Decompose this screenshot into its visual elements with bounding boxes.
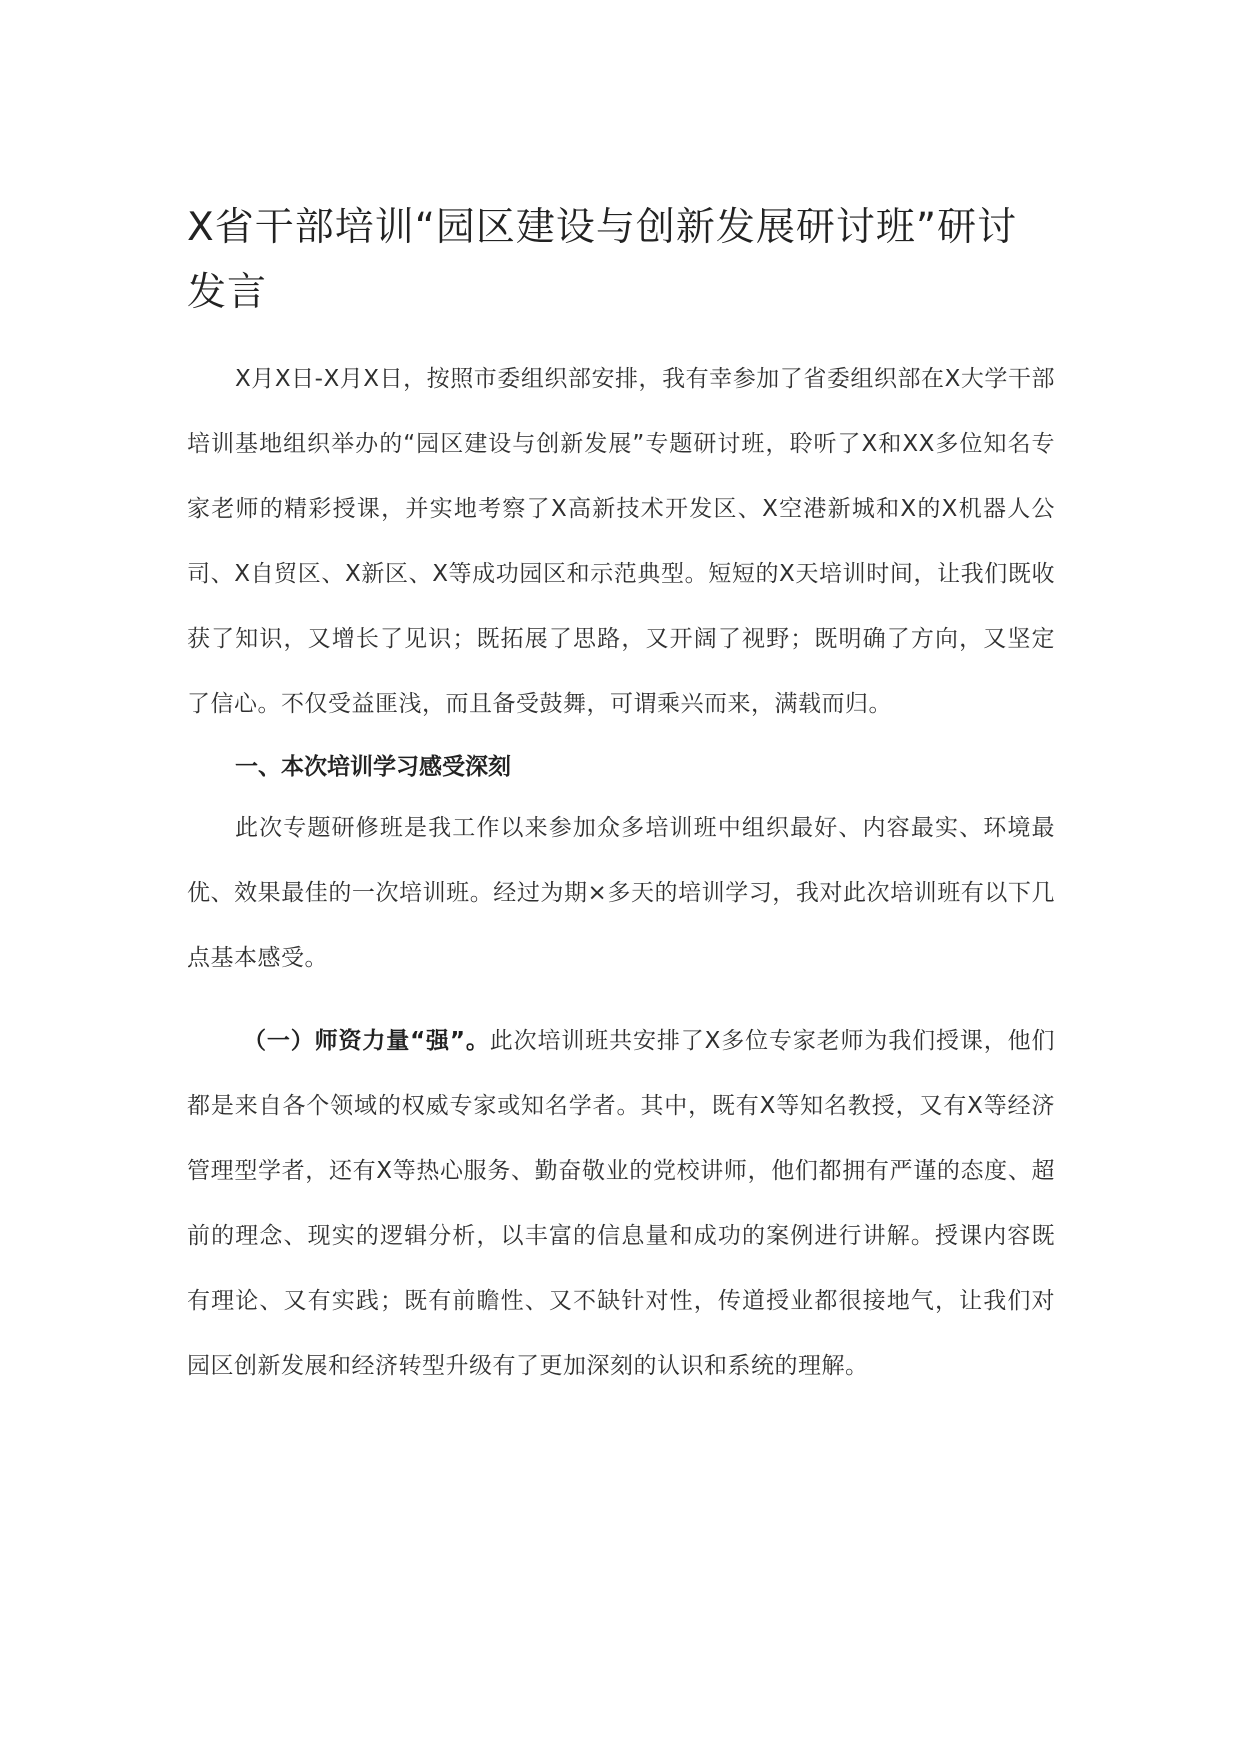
intro-paragraph: X月X日-X月X日，按照市委组织部安排，我有幸参加了省委组织部在X大学干部培训基地组织举办的“园区建设与创新发展”专题研讨班，聆听了X和XX多位知名专家老师的精彩授课，并实地考察了X高新技术开发区、X空港新城和X的X机器人公司、X自贸区、X新区、X等成功园区和示范典型。短短的X天培训时间，让我们既收获了知识，又增长了见识；既拓展了思路，又开阔了视野；既明确了方向，又坚定了信心。不仅受益匪浅，而且备受鼓舞，可谓乘兴而来，满载而归。 [187, 366, 1055, 717]
section-intro-paragraph: 此次专题研修班是我工作以来参加众多培训班中组织最好、内容最实、环境最优、效果最佳的一次培训班。经过为期×多天的培训学习，我对此次培训班有以下几点基本感受。 [187, 815, 1055, 971]
section-heading: 一、本次培训学习感受深刻 [235, 754, 511, 780]
document-page [187, 195, 1055, 1399]
subsection-paragraph [187, 1009, 1055, 1399]
subsection-heading: （一）师资力量“强”。 [243, 1028, 490, 1054]
document-title: X省干部培训“园区建设与创新发展研讨班”研讨发言 [187, 205, 1018, 315]
subsection-body: 此次培训班共安排了X多位专家老师为我们授课，他们都是来自各个领域的权威专家或知名学者。其中，既有X等知名教授，又有X等经济管理型学者，还有X等热心服务、勤奋敬业的党校讲师，他们都拥有严谨的态度、超前的理念、现实的逻辑分析，以丰富的信息量和成功的案例进行讲解。授课内容既有理论、又有实践；既有前瞻性、又不缺针对性，传道授业都很接地气，让我们对园区创新发展和经济转型升级有了更加深刻的认识和系统的理解。 [187, 1028, 1055, 1379]
